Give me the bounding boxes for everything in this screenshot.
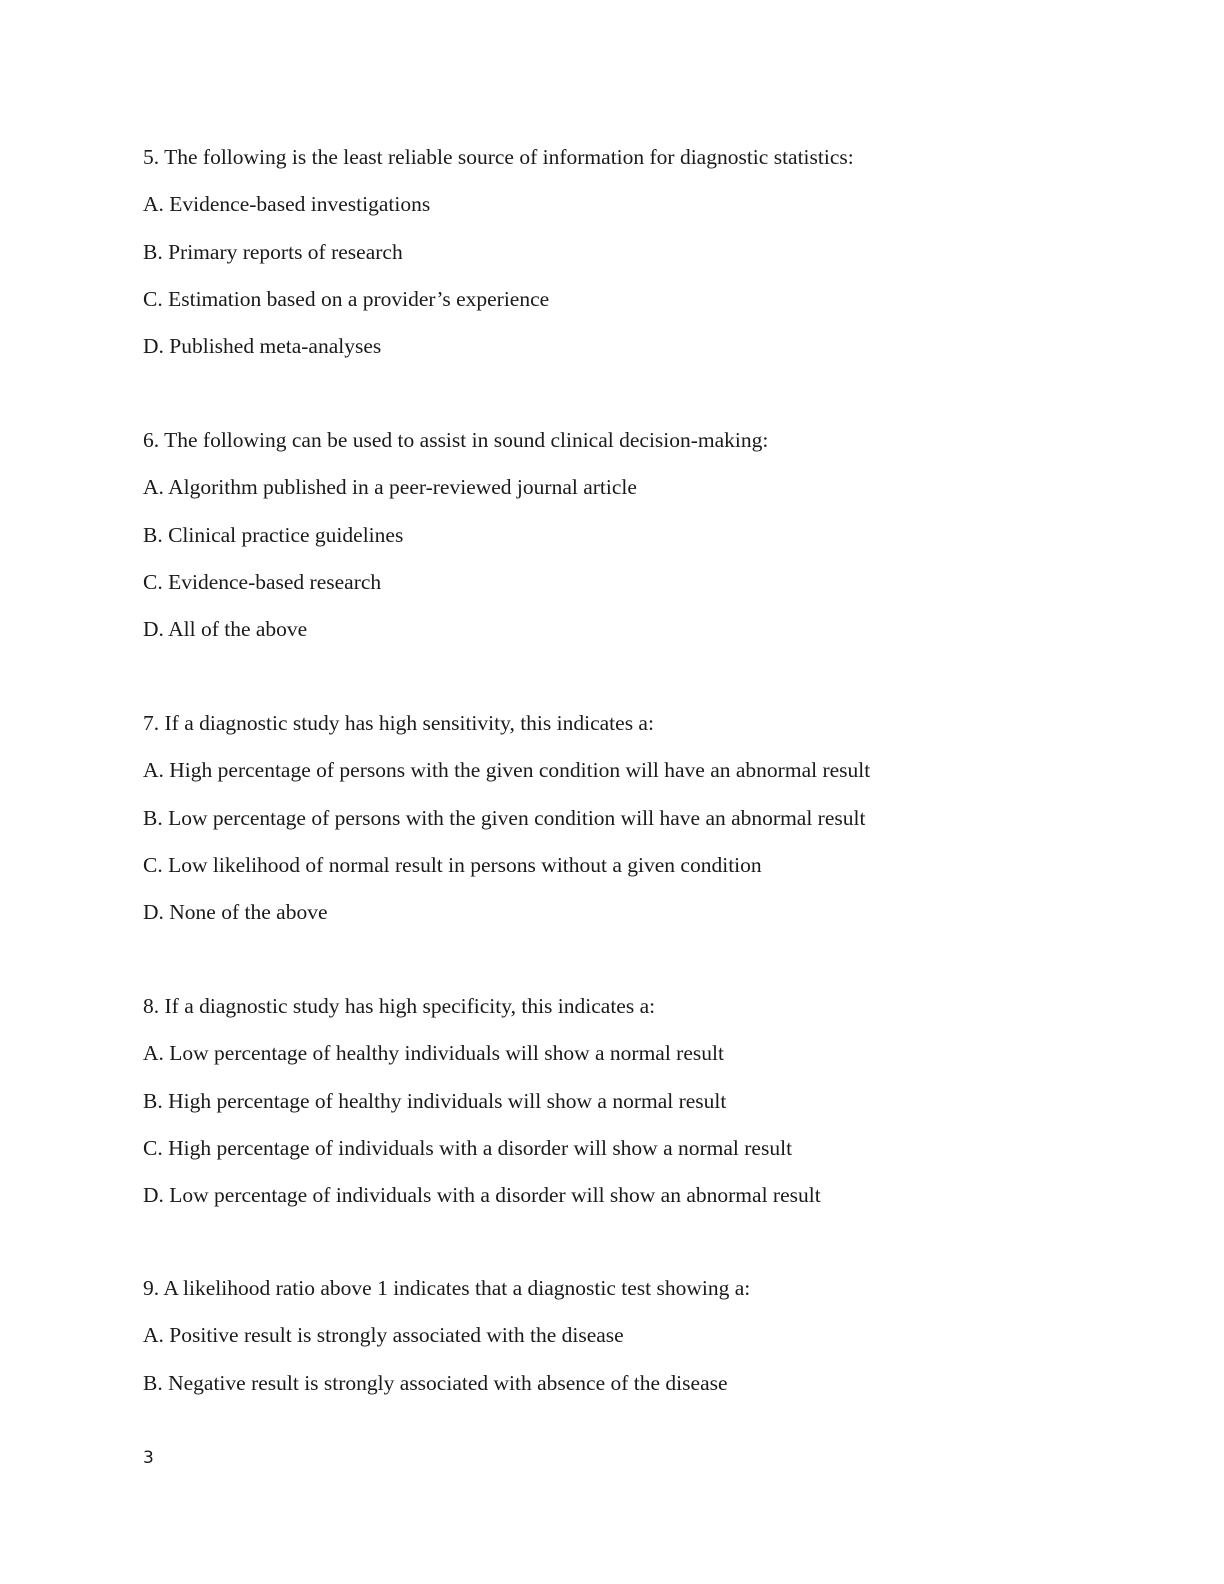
answer-option-d: D. All of the above [143,617,308,642]
answer-option-c: C. Evidence-based research [143,569,382,594]
question-stem: 5. The following is the least reliable source of information for diagnostic statistics: [143,145,854,169]
question-stem: 6. The following can be used to assist in sound clinical decision-making: [143,428,769,452]
answer-option-c: C. High percentage of individuals with a disorder will show a normal result [143,1135,793,1160]
answer-option-c: C. Low likelihood of normal result in persons without a given condition [143,852,762,877]
answer-option-b: B. Clinical practice guidelines [143,522,404,547]
question-5 [143,145,1143,381]
answer-option-d: D. Low percentage of individuals with a disorder will show an abnormal result [143,1183,821,1208]
answer-option-a: A. Positive result is strongly associated with the disease [143,1323,624,1348]
question-stem: 9. A likelihood ratio above 1 indicates that a diagnostic test showing a: [143,1276,751,1300]
answer-option-a: A. Algorithm published in a peer-reviewed journal article [143,475,637,500]
answer-option-b: B. Negative result is strongly associated with absence of the disease [143,1370,728,1395]
answer-option-b: B. Primary reports of research [143,239,403,264]
answer-option-a: A. Evidence-based investigations [143,192,431,217]
question-stem: 7. If a diagnostic study has high sensitivity, this indicates a: [143,711,654,735]
answer-option-a: A. Low percentage of healthy individuals will show a normal result [143,1041,724,1066]
question-8 [143,994,1143,1230]
answer-option-b: B. High percentage of healthy individuals will show a normal result [143,1088,727,1113]
question-6 [143,428,1143,664]
answer-option-c: C. Estimation based on a provider’s experience [143,286,550,311]
question-9 [143,1276,1143,1418]
answer-option-d: D. None of the above [143,900,328,925]
answer-option-a: A. High percentage of persons with the given condition will have an abnormal result [143,758,871,783]
answer-option-b: B. Low percentage of persons with the given condition will have an abnormal result [143,805,866,830]
answer-option-d: D. Published meta-analyses [143,334,382,359]
question-7 [143,711,1143,947]
question-stem: 8. If a diagnostic study has high specificity, this indicates a: [143,994,656,1018]
page-number: 3 [143,1448,154,1468]
